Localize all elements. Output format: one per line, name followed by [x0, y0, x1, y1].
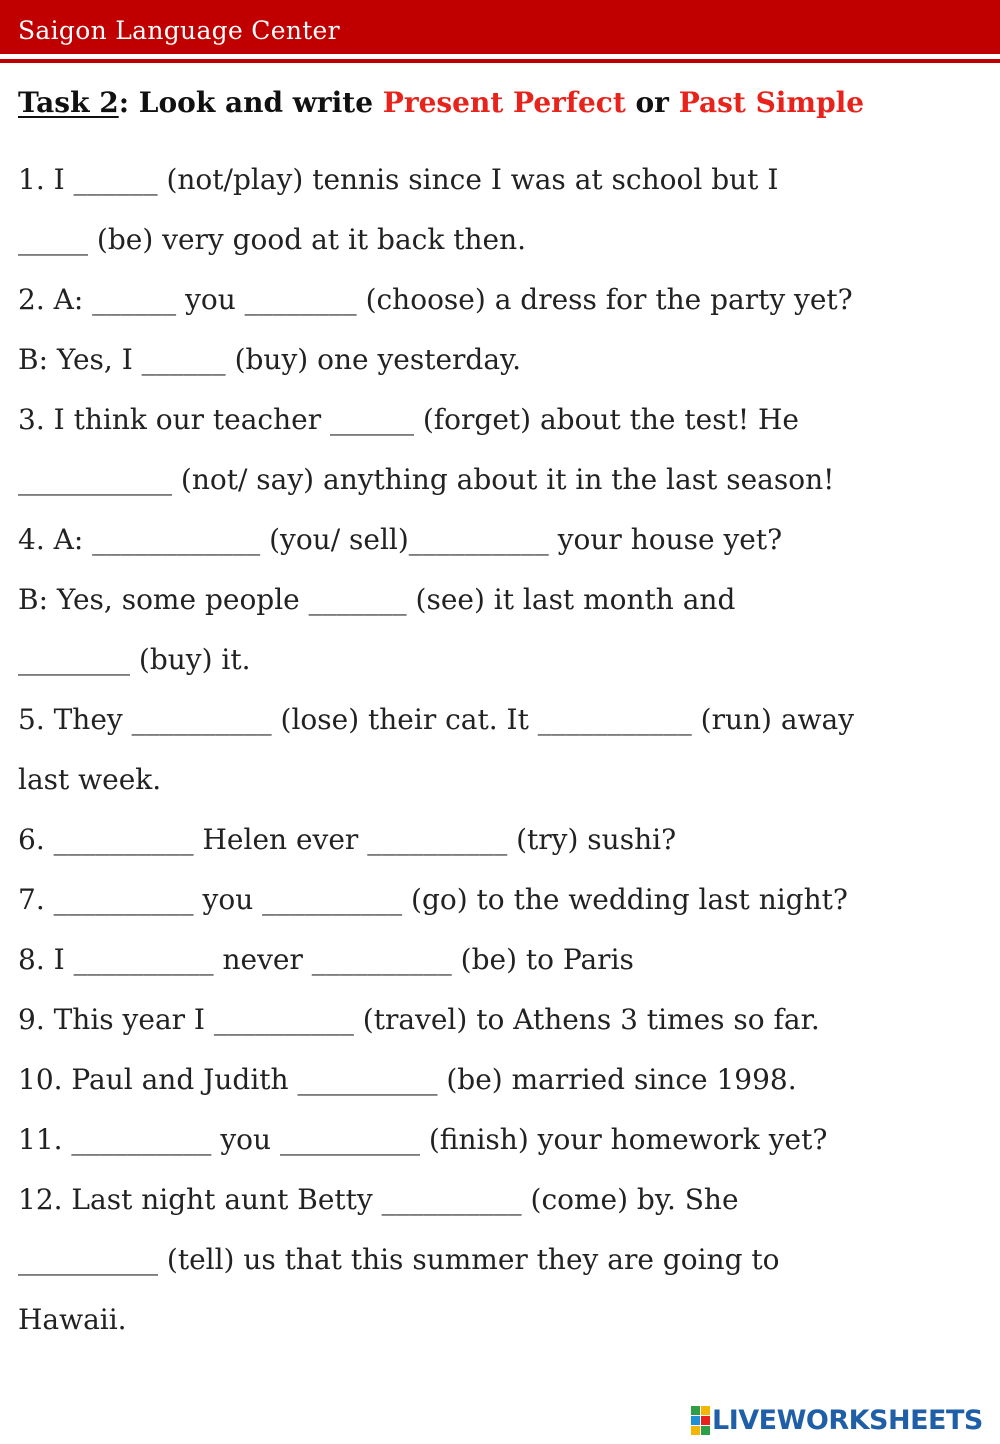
logo-grid-icon [691, 1406, 710, 1435]
exercise-line: 5. They __________ (lose) their cat. It ___________ (run) away [18, 703, 855, 736]
exercise-line: ___________ (not/ say) anything about it in the last season! [18, 463, 835, 496]
exercise-line: 11. __________ you __________ (finish) your homework yet? [18, 1123, 828, 1156]
exercise-line: 2. A: ______ you ________ (choose) a dress for the party yet? [18, 283, 853, 316]
exercise-line: 9. This year I __________ (travel) to Athens 3 times so far. [18, 1003, 820, 1036]
exercise-line: 8. I __________ never __________ (be) to Paris [18, 943, 634, 976]
exercise-line: 12. Last night aunt Betty __________ (come) by. She [18, 1183, 739, 1216]
exercise-line: B: Yes, some people _______ (see) it last month and [18, 583, 736, 616]
exercise-line: 4. A: ____________ (you/ sell)__________ your house yet? [18, 523, 783, 556]
task-connector: or [625, 86, 679, 119]
exercise-line: B: Yes, I ______ (buy) one yesterday. [18, 343, 522, 376]
exercise-line: last week. [18, 763, 162, 796]
exercise-line: 10. Paul and Judith __________ (be) married since 1998. [18, 1063, 797, 1096]
task-option-present-perfect: Present Perfect [382, 86, 626, 119]
header-divider [0, 59, 1000, 63]
task-option-past-simple: Past Simple [678, 86, 865, 119]
exercise-line: 6. __________ Helen ever __________ (try) sushi? [18, 823, 677, 856]
exercise-line: ________ (buy) it. [18, 643, 251, 676]
exercise-list [18, 150, 993, 1350]
exercise-line: 7. __________ you __________ (go) to the wedding last night? [18, 883, 848, 916]
exercise-line: __________ (tell) us that this summer they are going to [18, 1243, 780, 1276]
task-instruction: : Look and write [118, 86, 383, 119]
exercise-line: _____ (be) very good at it back then. [18, 223, 527, 256]
logo-text: LIVEWORKSHEETS [712, 1404, 983, 1436]
exercise-line: 3. I think our teacher ______ (forget) about the test! He [18, 403, 799, 436]
header-title: Saigon Language Center [18, 16, 340, 45]
exercise-line: Hawaii. [18, 1303, 127, 1336]
task-label: Task 2 [18, 86, 119, 119]
liveworksheets-logo [691, 1402, 983, 1438]
exercise-line: 1. I ______ (not/play) tennis since I was at school but I [18, 163, 779, 196]
task-heading [18, 86, 864, 119]
